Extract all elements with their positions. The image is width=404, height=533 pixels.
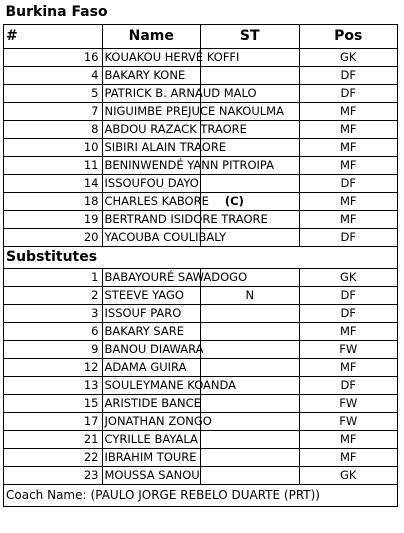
player-position: MF xyxy=(299,103,398,121)
player-st xyxy=(201,67,300,85)
substitutes-title-row xyxy=(4,247,398,269)
player-st: N xyxy=(201,287,300,305)
player-st xyxy=(201,467,300,485)
player-st xyxy=(201,323,300,341)
player-number: 6 xyxy=(4,323,103,341)
player-row xyxy=(4,341,398,359)
player-name: BERTRAND ISIDORE TRAORE xyxy=(104,212,268,226)
player-name-cell xyxy=(102,175,201,193)
player-position: DF xyxy=(299,305,398,323)
player-name-cell xyxy=(102,103,284,121)
player-number: 10 xyxy=(4,139,103,157)
player-number: 15 xyxy=(4,395,103,413)
player-name: BENINWENDÉ YANN PITROIPA xyxy=(104,158,274,172)
player-name-cell xyxy=(102,269,248,287)
player-number: 22 xyxy=(4,449,103,467)
player-name-cell xyxy=(102,121,247,139)
player-position: MF xyxy=(299,121,398,139)
player-row xyxy=(4,157,398,175)
player-name-cell xyxy=(102,157,274,175)
player-position: DF xyxy=(299,377,398,395)
captain-badge: (C) xyxy=(224,194,244,208)
player-row xyxy=(4,287,398,305)
player-name-cell xyxy=(102,359,201,377)
lineup-table-body xyxy=(4,0,398,507)
player-row xyxy=(4,269,398,287)
player-name: IBRAHIM TOURE xyxy=(104,450,197,464)
header-pos: Pos xyxy=(299,25,398,49)
player-row xyxy=(4,85,398,103)
player-number: 9 xyxy=(4,341,103,359)
player-position: MF xyxy=(299,211,398,229)
header-number: # xyxy=(4,25,103,49)
lineup-table xyxy=(3,0,398,507)
player-number: 21 xyxy=(4,431,103,449)
player-number: 17 xyxy=(4,413,103,431)
player-position: DF xyxy=(299,229,398,247)
player-name: BAKARY KONE xyxy=(104,68,186,82)
player-st xyxy=(201,413,300,431)
player-row xyxy=(4,377,398,395)
player-number: 16 xyxy=(4,49,103,67)
player-st xyxy=(201,193,300,211)
player-name: YACOUBA COULIBALY xyxy=(104,230,227,244)
player-row xyxy=(4,103,398,121)
player-name: SOULEYMANE KOANDA xyxy=(104,378,237,392)
player-row xyxy=(4,193,398,211)
player-number: 23 xyxy=(4,467,103,485)
player-name: PATRICK B. ARNAUD MALO xyxy=(104,86,257,100)
player-row xyxy=(4,413,398,431)
player-st xyxy=(201,431,300,449)
player-st xyxy=(201,449,300,467)
player-position: DF xyxy=(299,287,398,305)
player-number: 11 xyxy=(4,157,103,175)
substitutes-title: Substitutes xyxy=(4,247,398,269)
player-position: MF xyxy=(299,359,398,377)
player-position: DF xyxy=(299,175,398,193)
player-name-cell xyxy=(102,377,237,395)
player-name-cell xyxy=(102,431,201,449)
player-name-cell xyxy=(102,67,201,85)
player-name: MOUSSA SANOU xyxy=(104,468,200,482)
player-name-cell xyxy=(102,395,201,413)
coach-cell xyxy=(4,485,398,507)
coach-label: Coach Name: xyxy=(6,488,87,502)
player-name: ISSOUFOU DAYO xyxy=(104,176,199,190)
player-position: FW xyxy=(299,395,398,413)
player-number: 4 xyxy=(4,67,103,85)
player-name-cell xyxy=(102,85,257,103)
player-row xyxy=(4,211,398,229)
player-name: CHARLES KABORE xyxy=(104,194,209,208)
player-name-cell xyxy=(102,305,201,323)
player-position: MF xyxy=(299,139,398,157)
player-position: DF xyxy=(299,67,398,85)
header-row xyxy=(4,25,398,49)
player-position: GK xyxy=(299,467,398,485)
player-row xyxy=(4,139,398,157)
player-row xyxy=(4,121,398,139)
player-row xyxy=(4,229,398,247)
player-name: ISSOUF PARO xyxy=(104,306,182,320)
player-row xyxy=(4,359,398,377)
player-name: ARISTIDE BANCE xyxy=(104,396,201,410)
player-position: FW xyxy=(299,413,398,431)
player-name: BABAYOURÉ SAWADOGO xyxy=(104,270,248,284)
player-name: JONATHAN ZONGO xyxy=(104,414,212,428)
player-name: KOUAKOU HERVÉ KOFFI xyxy=(104,50,240,64)
player-name-cell xyxy=(102,49,240,67)
player-row xyxy=(4,431,398,449)
player-position: GK xyxy=(299,269,398,287)
header-name: Name xyxy=(102,25,201,49)
player-st xyxy=(201,305,300,323)
player-number: 1 xyxy=(4,269,103,287)
player-position: MF xyxy=(299,193,398,211)
player-row xyxy=(4,305,398,323)
player-position: MF xyxy=(299,431,398,449)
player-name-cell xyxy=(102,467,201,485)
player-position: MF xyxy=(299,323,398,341)
player-position: MF xyxy=(299,449,398,467)
player-row xyxy=(4,395,398,413)
player-number: 18 xyxy=(4,193,103,211)
player-number: 12 xyxy=(4,359,103,377)
player-st xyxy=(201,175,300,193)
player-name-cell xyxy=(102,211,268,229)
player-name: ADAMA GUIRA xyxy=(104,360,187,374)
player-name-cell xyxy=(102,193,244,211)
player-position: GK xyxy=(299,49,398,67)
header-st: ST xyxy=(201,25,300,49)
player-row xyxy=(4,449,398,467)
player-number: 7 xyxy=(4,103,103,121)
player-name-cell xyxy=(102,229,227,247)
player-name: BAKARY SARE xyxy=(104,324,185,338)
player-position: MF xyxy=(299,157,398,175)
player-name: SIBIRI ALAIN TRAORE xyxy=(104,140,227,154)
player-number: 19 xyxy=(4,211,103,229)
player-position: FW xyxy=(299,341,398,359)
player-name: BANOU DIAWARA xyxy=(104,342,204,356)
player-row xyxy=(4,323,398,341)
player-number: 20 xyxy=(4,229,103,247)
player-name-cell xyxy=(102,287,201,305)
coach-name: (PAULO JORGE REBELO DUARTE (PRT)) xyxy=(90,488,320,502)
player-number: 13 xyxy=(4,377,103,395)
player-row xyxy=(4,67,398,85)
player-name-cell xyxy=(102,341,204,359)
coach-row xyxy=(4,485,398,507)
player-name-cell xyxy=(102,323,201,341)
player-row xyxy=(4,467,398,485)
player-name-cell xyxy=(102,413,212,431)
player-row xyxy=(4,175,398,193)
team-title-row xyxy=(4,0,398,25)
player-name: STEEVE YAGO xyxy=(104,288,184,302)
team-sheet xyxy=(3,0,398,507)
player-number: 8 xyxy=(4,121,103,139)
player-position: DF xyxy=(299,85,398,103)
player-number: 3 xyxy=(4,305,103,323)
player-st xyxy=(201,359,300,377)
player-number: 5 xyxy=(4,85,103,103)
team-title: Burkina Faso xyxy=(5,4,108,20)
player-name-cell xyxy=(102,449,201,467)
player-name: CYRILLE BAYALA xyxy=(104,432,198,446)
player-name: ABDOU RAZACK TRAORE xyxy=(104,122,247,136)
player-st xyxy=(201,341,300,359)
player-st xyxy=(201,395,300,413)
player-number: 2 xyxy=(4,287,103,305)
player-row xyxy=(4,49,398,67)
player-name-cell xyxy=(102,139,227,157)
player-number: 14 xyxy=(4,175,103,193)
player-name: NIGUIMBE PREJUCE NAKOULMA xyxy=(104,104,284,118)
